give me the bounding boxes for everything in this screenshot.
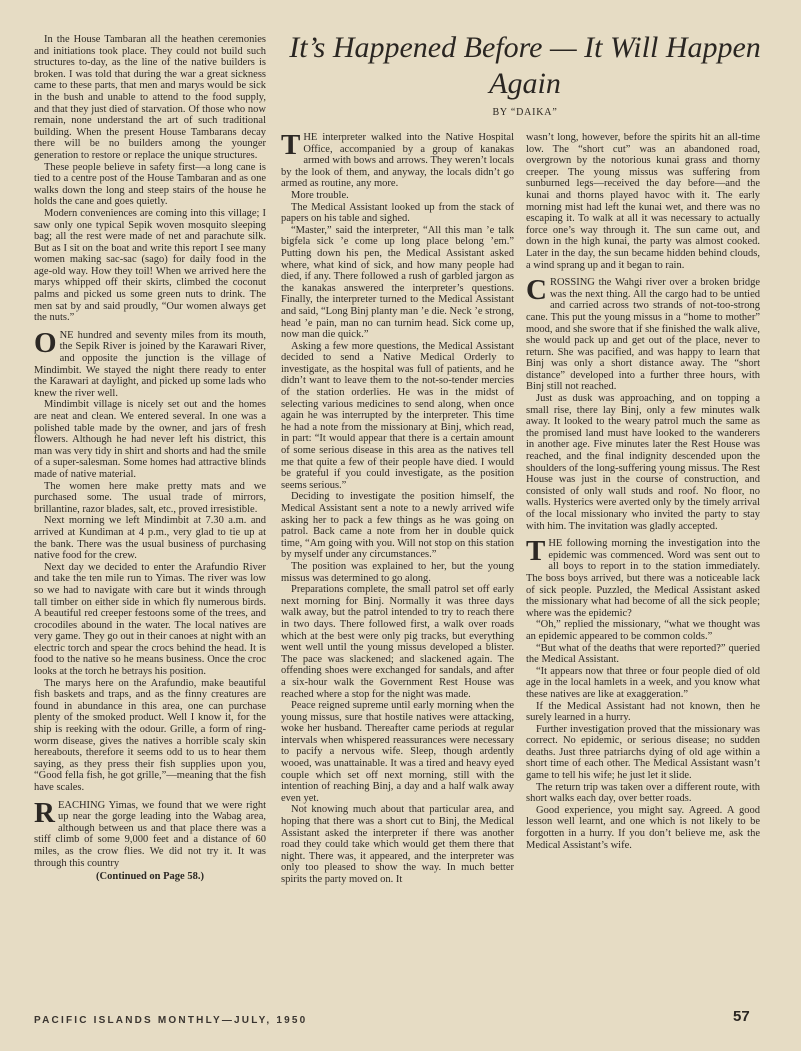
paragraph: Not knowing much about that particular area, and hoping that there was a short cut to Binj, the Medical Assistant asked the interpreter if there was another road they could take which would get them there that night. There was, it appeared, and the interpreter was only too pleased to show the way. In much better spirits the party moved on. It: [281, 804, 514, 885]
paragraph: Next morning we left Mindimbit at 7.30 a.m. and arrived at Kundiman at 4 p.m., very glad to tie up at the bank. There was the usual business of purchasing native food for the crew.: [34, 515, 266, 562]
paragraph-text: EACHING Yimas, we found that we were right up near the gorge leading into the Wabag area, although between us and that place there was a stiff climb of some 9,000 feet and a distance of 60 miles, as the crow flies. We did not try it. It was through this country: [34, 799, 266, 869]
paragraph-dropcap: [526, 535, 760, 619]
paragraph: Preparations complete, the small patrol set off early next morning for Binj. Normally it was three days walk away, but the patrol intended to try to reach there in two days. There followed first, a walk over roads which at the best were only pig tracks, but everything went well until the young missus developed a blister. The pace was slackened; and slackened again. The offending shoes were exchanged for sandals, and after a six-hour walk the Government Rest House was reached where a stop for the night was made.: [281, 584, 514, 700]
drop-cap: C: [526, 274, 547, 307]
paragraph-text: HE interpreter walked into the Native Hospital Office, accompanied by a group of kanakas armed with bows and arrows. They weren’t locals by the look of them, and anyway, the locals didn’t go armed as routine, any more.: [281, 132, 514, 190]
paragraph: The marys here on the Arafundio, make beautiful fish baskets and traps, and as the finny creatures are found in abundance in this area, one can purchase plenty of the smoked product. Well I know it, for the ship is reeking with the odour. Grille, a form of ring-worm disease, gives the natives a horrible scaly skin hereabouts, therefore it seems odd to us to hear them saying, as they press their fish supplies upon you, “Good fella fish, he got grille,”—meaning that the fish have scales.: [34, 677, 266, 793]
page-number: 57: [733, 1008, 750, 1025]
paragraph-text: NE hundred and seventy miles from its mouth, the Sepik River is joined by the Karawari River, and opposite the junction is the village of Mindimbit. We stayed the night there ready to enter the Karawari at daylight, and picked up some lads who knew the river well.: [34, 329, 266, 399]
paragraph: The return trip was taken over a different route, with short walks each day, over better roads.: [526, 781, 760, 805]
paragraph: Further investigation proved that the missionary was correct. No epidemic, or serious disease; no sudden deaths. Just three patriarchs dying of old age within a short time of each other. The Medical Assistant wasn’t game to tell his wife; he just let it slide.: [526, 723, 760, 782]
column-middle: [281, 129, 514, 886]
paragraph-dropcap: [34, 796, 266, 870]
paragraph: The position was explained to her, but the young missus was determined to go along.: [281, 560, 514, 584]
column-right: [526, 132, 760, 851]
paragraph: Modern conveniences are coming into this village; I saw only one typical Sepik woven mosquito sleeping bag; all the rest were made of net and parachute silk. But as I sit on the boat and write this report I see many women making sac-sac (sago) for daily food in the age-old way. How they toil! When we arrived here the marys whipped off their skirts, climbed the coconut palms and picked us some green nuts to drink. The men sat by and said proudly, “Our women always get the nuts.”: [34, 207, 266, 324]
drop-cap: R: [34, 796, 55, 829]
paragraph: Deciding to investigate the position himself, the Medical Assistant sent a note to a newly arrived wife asking her to pack a few things as he was going on patrol. Back came a note from her in double quick time, “Am going with you. Will not stop on this station by myself under any circumstances.”: [281, 491, 514, 561]
paragraph: Just as dusk was approaching, and on topping a small rise, there lay Binj, only a few minutes walk away. It looked to the weary patrol much the same as the promised land must have looked to the wanderers in another age. Five minutes later the Rest House was reached, and the final indignity descended upon the shoulders of the long-suffering young missus. The Rest House was just in the course of construction, and consisted of only wall studs and roof. No floor, no walls. Hysterics were averted only by the timely arrival of the local missionary who invited the party to stay with him. The invitation was gladly accepted.: [526, 393, 760, 532]
paragraph: wasn’t long, however, before the spirits hit an all-time low. The “short cut” was an abandoned road, overgrown by the notorious kunai grass and thorny creeper. The young missus was suffering from sunburned legs—received the day before—and the kunai and thorns played havoc with it. The early morning mist had left the kunai wet, and there was no escaping it. To walk at all it was necessary to actually force one’s way through it. The sun came out, and down in the high kunai, the party was almost cooked. Later in the day, the sun became hidden behind clouds, a wind sprang up and it began to rain.: [526, 132, 760, 271]
paragraph: “But what of the deaths that were reported?” queried the Medical Assistant.: [526, 642, 760, 666]
article-byline: BY “DAIKA”: [492, 107, 558, 118]
article-title: It’s Happened Before — It Will Happen Again: [289, 31, 761, 100]
paragraph: Mindimbit village is nicely set out and the homes are neat and clean. We entered several. In one was a polished table made by the owner, and jars of fresh flowers. Although he had never left his district, this man was very tidy in shirt and shorts and had the smile of a super-salesman. Some homes had attractive blinds made of native material.: [34, 399, 266, 480]
continued-note: (Continued on Page 58.): [96, 871, 204, 883]
paragraph-dropcap: [526, 274, 760, 393]
paragraph: The Medical Assistant looked up from the stack of papers on his table and sighed.: [281, 201, 514, 225]
paragraph: These people believe in safety first—a long cane is tied to a centre post of the House Tambaran and as one walks down the long and steep stairs of the house he holds the cane and goes quietly.: [34, 161, 266, 208]
paragraph: “It appears now that three or four people died of old age in the local hamlets in a week, and you know what these natives are like at exaggeration.”: [526, 665, 760, 700]
paragraph: Good experience, you might say. Agreed. A good lesson well learnt, and one which is not likely to be forgotten in a hurry. If you don’t believe me, ask the Medical Assistant’s wife.: [526, 804, 760, 851]
column-left: [34, 34, 266, 883]
drop-cap: T: [526, 535, 546, 568]
paragraph-text: HE following morning the investigation into the epidemic was commenced. Word was sent out to all boys to report in to the station immediately. The boss boys arrived, but there was a noticeable lack of sick people. Puzzled, the Medical Assistant asked the missionary what had become of all the sick people; where was the epidemic?: [526, 538, 760, 619]
paragraph-text: ROSSING the Wahgi river over a broken bridge was the next thing. All the cargo had to be untied and carried across two strands of not-too-strong cane. This put the young missus in a “home to mother” mood, and she swore that if she finished the walk alive, she would pack up and get out of the place, never to return. She was pacified, and was happy to learn that Binj was only a short distance away. The “short distance” developed into a further three hours, with Binj still not reached.: [526, 277, 760, 393]
paragraph: More trouble.: [291, 189, 349, 201]
paragraph-dropcap: [281, 129, 514, 190]
paragraph: “Master,” said the interpreter, “All this man ’e talk bigfela sick ’e come up long place belong ’em.” Putting down his pen, the Medical Assistant asked where, what kind of sick, and how many people had died, if any. There followed a rush of garbled jargon as the kanakas answered the interpreter’s questions. Finally, the interpreter turned to the Medical Assistant and said, “Long Binj planty man ’e die. Neck ’e strong, head ’e pain, man no can turnim head. Sick come up, now man die quick.”: [281, 224, 514, 341]
paragraph-dropcap: [34, 326, 266, 400]
publication-footer: PACIFIC ISLANDS MONTHLY—JULY, 1950: [34, 1015, 308, 1026]
paragraph: If the Medical Assistant had not known, then he surely learned in a hurry.: [526, 700, 760, 724]
paragraph: Asking a few more questions, the Medical Assistant decided to send a Native Medical Orderly to investigate, as the hospital was full of patients, and he didn’t want to leave them to the not-so-tender mercies of the station orderlies. He was in the midst of selecting various medicines to send along, when once again he was interrupted by the interpreter. This time he had a note from the missionary at Binj, which read, in part: “It would appear that there is a certain amount of some serious disease in this area as the natives tell me that quite a few of their people have died. I would be grateful if you could investigate, as the position seems serious.”: [281, 340, 514, 491]
paragraph: Next day we decided to enter the Arafundio River and take the ten mile run to Yimas. The river was low so we had to navigate with care but it winds through tall timber on either side in which fly numerous birds. A beautiful red creeper festoons some of the trees, and crocodiles abound in the water. The local natives are very game. They go out in their canoes at night with an electric torch and spear the crocs behind the head. It is food to the native so he means business. Once the croc looks at the torch he betrays his position.: [34, 561, 266, 678]
paragraph: “Oh,” replied the missionary, “what we thought was an epidemic appeared to be common colds.”: [526, 619, 760, 642]
paragraph: The women here make pretty mats and we purchased some. The usual trade of mirrors, brillantine, razor blades, salt, etc., proved irresistible.: [34, 480, 266, 515]
paragraph: In the House Tambaran all the heathen ceremonies and initiations took place. They could not build such structures to-day, as the line of the native builders is broken. I was told that during the war a great sickness came to these parts, that men and marys would be sick in the bush and unable to attend to the food supply, and that they just died of starvation. Of those who now remain, none understand the art of such traditional building. When the present House Tambarans decay there will be no builders among the younger generation to restore or replace the unique structures.: [34, 34, 266, 161]
paragraph: Peace reigned supreme until early morning when the young missus, sure that hostile natives were attacking, woke her husband. Thereafter came periods at regular intervals when whispered reassurances were necessary to pacify a nervous wife. Sleep, though ardently wooed, was unattainable. It was a tired and heavy eyed couple which set off next morning, still with the intention of reaching Binj, a day and a half walk away even yet.: [281, 700, 514, 804]
drop-cap: T: [281, 129, 301, 161]
drop-cap: O: [34, 326, 57, 359]
